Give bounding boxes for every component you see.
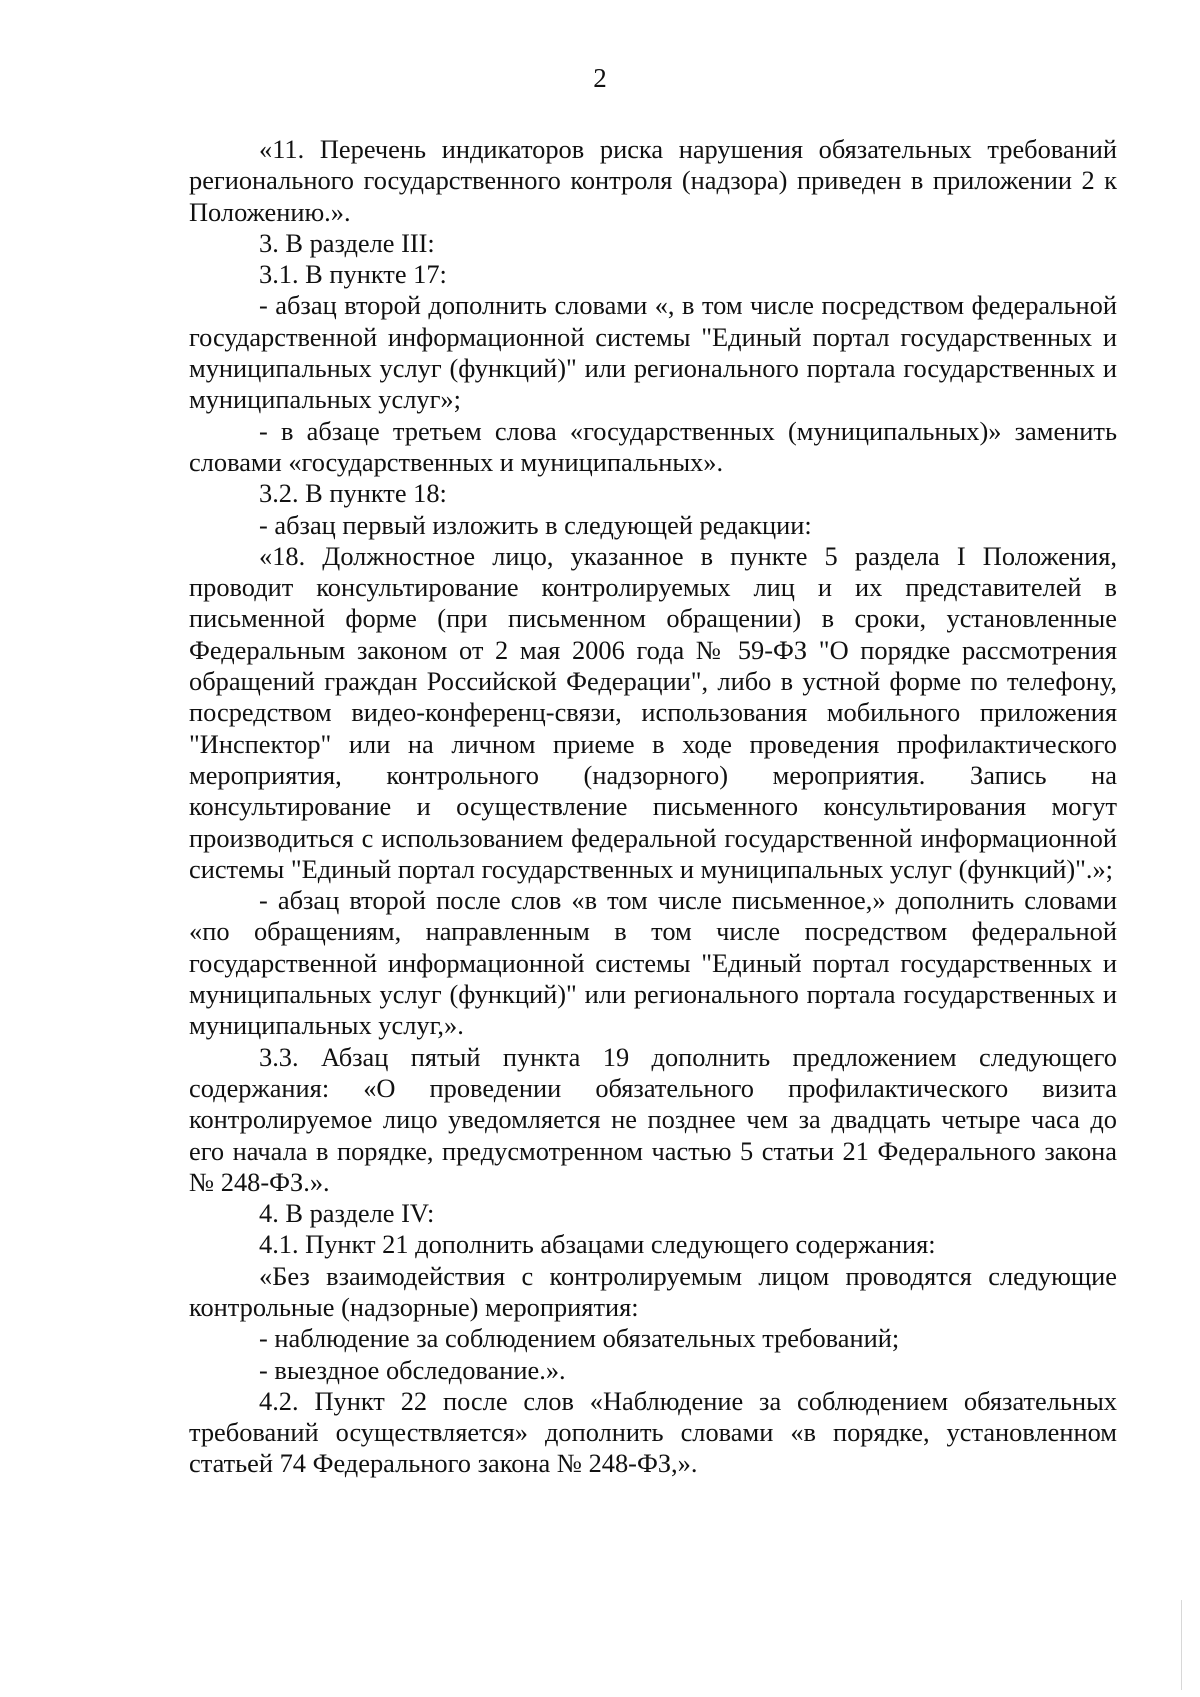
paragraph-4-2: 4.2. Пункт 22 после слов «Наблюдение за соблюдением обязательных требований осуществляется» дополнить словами «в порядке, установленном статьей 74 Федерального закона № 248-ФЗ,». [189, 1385, 1117, 1479]
paragraph-4-1-list-item-1: - наблюдение за соблюдением обязательных требований; [259, 1323, 900, 1354]
paragraph-item-11: «11. Перечень индикаторов риска нарушения обязательных требований регионального государственного контроля (надзора) приведен в приложении 2 к Положению.». [189, 134, 1117, 227]
paragraph-3-2: 3.2. В пункте 18: [259, 478, 447, 509]
paragraph-3-2-abzac-1: - абзац первый изложить в следующей редакции: [259, 509, 812, 540]
paragraph-4-1: 4.1. Пункт 21 дополнить абзацами следующего содержания: [259, 1229, 936, 1260]
page-number: 2 [593, 63, 607, 93]
paragraph-3-1-abzac-3: - в абзаце третьем слова «государственных (муниципальных)» заменить словами «государственных и муниципальных». [189, 415, 1117, 477]
paragraph-3-2-abzac-2: - абзац второй после слов «в том числе письменное,» дополнить словами «по обращениям, направленным в том числе посредством федеральной государственной информационной системы "Единый портал государственных и муниципальных услуг (функций)" или регионального портала государственных и муниципальных услуг,». [189, 885, 1117, 1041]
paragraph-item-18: «18. Должностное лицо, указанное в пункте 5 раздела I Положения, проводит консультирование контролируемых лиц и их представителей в письменной форме (при письменном обращении) в сроки, установленные Федеральным законом от 2 мая 2006 года № 59-ФЗ "О порядке рассмотрения обращений граждан Российской Федерации", либо в устной форме по телефону, посредством видео-конференц-связи, использования мобильного приложения "Инспектор" или на личном приеме в ходе проведения профилактического мероприятия, контрольного (надзорного) мероприятия. Запись на консультирование и осуществление письменного консультирования могут производиться с использованием федеральной государственной информационной системы "Единый портал государственных и муниципальных услуг (функций)".»; [189, 540, 1117, 884]
paragraph-3-1-abzac-2: - абзац второй дополнить словами «, в том числе посредством федеральной государственной информационной системы "Единый портал государственных и муниципальных услуг (функций)" или регионального портала государственных и муниципальных услуг»; [189, 290, 1117, 415]
paragraph-3-3: 3.3. Абзац пятый пункта 19 дополнить предложением следующего содержания: «О проведении обязательного профилактического визита контролируемое лицо уведомляется не позднее чем за двадцать четыре часа до его начала в порядке, предусмотренном частью 5 статьи 21 Федерального закона № 248-ФЗ.». [189, 1041, 1117, 1197]
scan-edge-mark [1181, 1600, 1182, 1690]
paragraph-section-4: 4. В разделе IV: [259, 1198, 435, 1229]
document-body [189, 134, 1117, 1480]
paragraph-3-1: 3.1. В пункте 17: [259, 259, 447, 290]
paragraph-4-1-quote: «Без взаимодействия с контролируемым лицом проводятся следующие контрольные (надзорные) мероприятия: [189, 1260, 1117, 1322]
paragraph-section-3: 3. В разделе III: [259, 227, 435, 258]
paragraph-4-1-list-item-2: - выездное обследование.». [259, 1354, 566, 1385]
